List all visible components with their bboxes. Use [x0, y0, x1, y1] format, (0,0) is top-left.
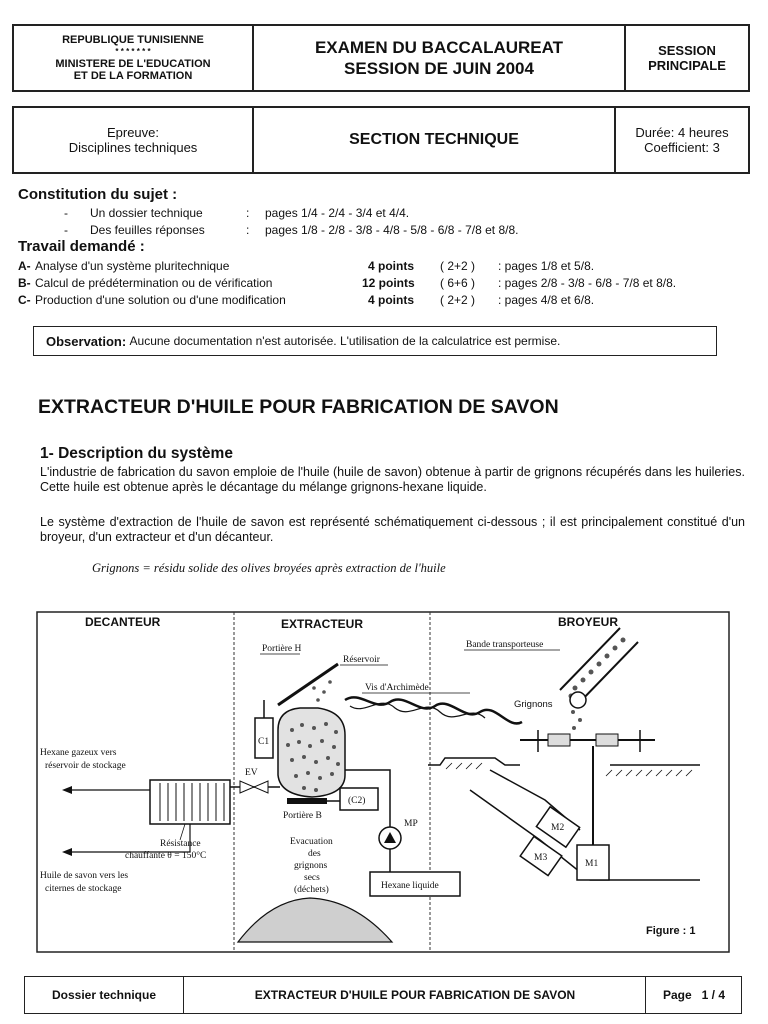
page-number: Page 1 / 4 [662, 988, 726, 1002]
portiere-b [287, 798, 327, 804]
oil-label-2: citernes de stockage [45, 884, 122, 894]
evac-label-1: Evacuation [290, 837, 333, 847]
observation-text: Aucune documentation n'est autorisée. L'utilisation de la calculatrice est permise. [129, 334, 561, 348]
reservoir-label: Réservoir [343, 655, 380, 665]
travail-split: ( 2+2 ) [440, 259, 476, 273]
travail-points: 4 points [368, 259, 415, 273]
footer-left-cell [25, 977, 183, 1013]
coefficient: Coefficient: 3 [644, 140, 720, 155]
waste-heap [238, 898, 392, 942]
epreuve-label: Epreuve: [106, 125, 160, 140]
portiere-h [278, 664, 338, 705]
conveyor-belt [560, 628, 620, 690]
evac-label-5: (déchets) [294, 885, 329, 895]
travail-letter: B- [18, 276, 31, 290]
vis-label: Vis d'Archimède [365, 683, 429, 693]
hexane-gas-label-1: Hexane gazeux vers [40, 748, 117, 758]
republic-label: REPUBLIQUE TUNISIENNE [62, 34, 204, 46]
exam-title: EXAMEN DU BACCALAUREAT [314, 38, 564, 57]
travail-label: Production d'une solution ou d'une modification [35, 293, 286, 307]
observation-label: Observation: [46, 333, 127, 349]
constitution-item-pages: pages 1/4 - 2/4 - 3/4 et 4/4. [265, 206, 410, 220]
resistance-leader [180, 824, 185, 840]
constitution-item-label: Un dossier technique [90, 206, 203, 220]
description-para2: Le système d'extraction de l'huile de savon est représenté schématiquement ci-dessous ; il est principalement constitué d'un broyeur, d'un extracteur et d'un décanteur. [40, 515, 745, 544]
stars: * * * * * * * [115, 47, 151, 56]
session-line1: SESSION [658, 43, 716, 58]
ev-label: EV [245, 768, 258, 778]
colon: : [246, 223, 250, 237]
section-title: SECTION TECHNIQUE [349, 131, 519, 148]
footer-center: EXTRACTEUR D'HUILE POUR FABRICATION DE SAVON [254, 988, 576, 1002]
ministry-line1: MINISTERE DE L'EDUCATION [55, 58, 211, 70]
resistance-label-2: chauffante θ = 150°C [125, 851, 207, 861]
grignons-note: Grignons = résidu solide des olives broyées après extraction de l'huile [92, 561, 446, 575]
footer-left: Dossier technique [51, 988, 157, 1002]
travail-letter: C- [18, 293, 31, 307]
mp-label: MP [404, 819, 418, 829]
valve-ev [254, 781, 268, 793]
figure-frame [37, 612, 729, 952]
arrow-head [62, 848, 72, 856]
bande-label: Bande transporteuse [466, 640, 544, 650]
footer-center-cell [185, 977, 645, 1013]
crusher-gear [596, 734, 618, 746]
m2-label: M2 [551, 823, 565, 833]
m1-label: M1 [585, 859, 599, 869]
crusher-gear [548, 734, 570, 746]
travail-letter: A- [18, 259, 31, 273]
footer-table [24, 976, 742, 1014]
c2-label: (C2) [348, 796, 366, 806]
colon: : [246, 206, 250, 220]
arrow-head [62, 786, 72, 794]
constitution-item-label: Des feuilles réponses [90, 223, 205, 237]
travail-points: 4 points [368, 293, 415, 307]
evac-label-2: des [308, 849, 321, 859]
footer-right-cell [647, 977, 741, 1013]
main-title: EXTRACTEUR D'HUILE POUR FABRICATION DE SAVON [38, 396, 559, 418]
extracteur-header: EXTRACTEUR [281, 617, 364, 631]
hexane-liquide-label: Hexane liquide [381, 881, 439, 891]
portiere-h-label: Portière H [262, 644, 302, 654]
session-line2: PRINCIPALE [648, 58, 726, 73]
hexane-gas-label-2: réservoir de stockage [45, 761, 126, 771]
travail-title: Travail demandé : [18, 238, 145, 255]
constitution-title: Constitution du sujet : [18, 186, 178, 203]
travail-split: ( 2+2 ) [440, 293, 476, 307]
evac-label-4: secs [304, 873, 320, 883]
ground [428, 758, 520, 765]
travail-label: Analyse d'un système pluritechnique [35, 259, 230, 273]
decanteur-header: DECANTEUR [85, 615, 161, 629]
belt-roller [570, 692, 586, 708]
valve-ev [240, 781, 254, 793]
m3-label: M3 [534, 853, 548, 863]
travail-points: 12 points [362, 276, 415, 290]
resistance-label-1: Résistance [160, 839, 201, 849]
travail-pages: : pages 1/8 et 5/8. [498, 259, 595, 273]
divider [183, 977, 184, 1013]
description-para1: L'industrie de fabrication du savon emploie de l'huile (huile de savon) obtenue à partir de grignons récupérés dans les huileries. Cette huile est obtenue après le décantage du mélange grignons-hexane liquide. [40, 465, 745, 494]
screw-conveyor [345, 697, 522, 723]
grignons-label: Grignons [514, 699, 553, 710]
travail-label: Calcul de prédétermination ou de vérification [35, 276, 273, 290]
conveyor-belt [578, 642, 638, 704]
extractor-vessel [278, 708, 345, 797]
evac-label-3: grignons [294, 861, 328, 871]
constitution-item-pages: pages 1/8 - 2/8 - 3/8 - 4/8 - 5/8 - 6/8 - 7/8 et 8/8. [265, 223, 519, 237]
duration: Durée: 4 heures [635, 125, 729, 140]
dash: - [64, 206, 68, 220]
oil-label-1: Huile de savon vers les [40, 871, 129, 881]
travail-split: ( 6+6 ) [440, 276, 476, 290]
travail-pages: : pages 4/8 et 6/8. [498, 293, 595, 307]
c1-label: C1 [258, 737, 270, 747]
decanteur-radiator [150, 780, 230, 824]
ministry-line2: ET DE LA FORMATION [73, 70, 193, 82]
broyeur-header: BROYEUR [558, 615, 619, 629]
epreuve-value: Disciplines techniques [68, 140, 198, 155]
dash: - [64, 223, 68, 237]
travail-pages: : pages 2/8 - 3/8 - 6/8 - 7/8 et 8/8. [498, 276, 677, 290]
figure-caption: Figure : 1 [646, 925, 696, 937]
exam-session: SESSION DE JUIN 2004 [344, 59, 534, 78]
portiere-b-label: Portière B [283, 811, 322, 821]
divider [645, 977, 646, 1013]
description-heading: 1- Description du système [40, 445, 233, 462]
